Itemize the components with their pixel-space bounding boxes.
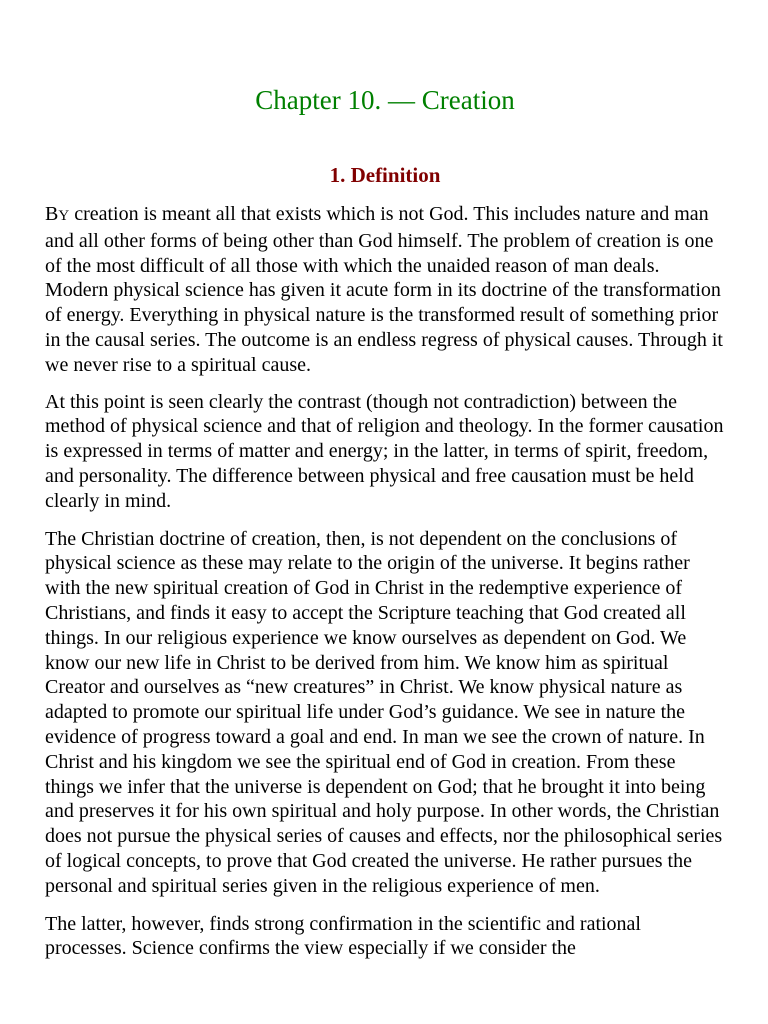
paragraph-3: The Christian doctrine of creation, then, is not dependent on the conclusions of physical science as these may relate to the origin of the universe. It begins rather with the new spiritual creation of God in Christ in the redemptive experience of Christians, and finds it easy to accept the Scripture teaching that God created all things. In our religious experience we know ourselves as dependent on God. We know our new life in Christ to be derived from him. We know him as spiritual Creator and ourselves as “new creatures” in Christ. We know physical nature as adapted to promote our spiritual life under God’s guidance. We see in nature the evidence of progress toward a goal and end. In man we see the crown of nature. In Christ and his kingdom we see the spiritual end of God in creation. From these things we infer that the universe is dependent on God; that he brought it into being and preserves it for his own spiritual and holy purpose. In other words, the Christian does not pursue the physical series of causes and effects, nor the philosophical series of logical concepts, to prove that God created the universe. He rather pursues the personal and spiritual series given in the religious experience of men. — [45, 527, 723, 897]
document-page — [45, 0, 725, 961]
small-caps-letter: Y — [58, 208, 70, 224]
paragraph-1-text: creation is meant all that exists which is not God. This includes nature and man and all other forms of being other than God himself. The problem of creation is one of the most difficult of all those with which the unaided reason of man deals. Modern physical science has given it acute form in its doctrine of the transformation of energy. Everything in physical nature is the transformed result of something prior in the causal series. The outcome is an endless regress of physical causes. Through it we never rise to a spiritual cause. — [45, 203, 723, 376]
paragraph-2: At this point is seen clearly the contrast (though not contradiction) between the method of physical science and that of religion and theology. In the former causation is expressed in terms of matter and energy; in the latter, in terms of spirit, freedom, and personality. The difference between physical and free causation must be held clearly in mind. — [45, 390, 724, 512]
small-caps-initial: B — [45, 203, 59, 225]
chapter-title: Chapter 10. — Creation — [255, 85, 515, 115]
paragraph-1 — [45, 202, 725, 378]
paragraph-4: The latter, however, finds strong confirmation in the scientific and rational processes. Science confirms the view especially if we consider the — [45, 912, 641, 960]
section-title: 1. Definition — [329, 163, 441, 187]
